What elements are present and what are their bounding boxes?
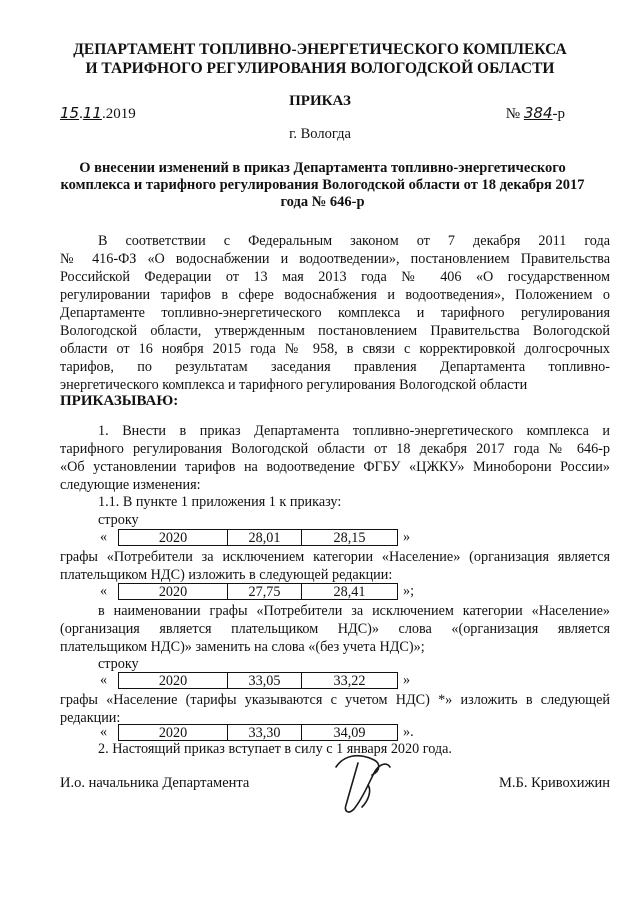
item-2: 2. Настоящий приказ вступает в силу с 1 января 2020 года.	[98, 741, 452, 757]
order-word: ПРИКАЗЫВАЮ:	[60, 393, 179, 409]
naimen-line: в наименовании графы «Потребители за исключением категории «Население»	[98, 603, 610, 619]
cell-value-2: 34,09	[301, 724, 398, 741]
subject-line: года № 646-р	[280, 194, 365, 210]
document-type: ПРИКАЗ	[289, 93, 351, 109]
preamble-line: № 416-ФЗ «О водоснабжении и водоотведении», постановлением Правительства	[60, 251, 610, 267]
subject-line: О внесении изменений в приказ Департамента топливно-энергетического	[79, 160, 566, 176]
cell-value-2: 28,41	[301, 583, 398, 600]
preamble-line: В соответствии с Федеральным законом от 7 декабря 2011 года	[98, 233, 610, 249]
cell-value-2: 28,15	[301, 529, 398, 546]
preamble-line: Департаменте топливно-энергетического комплекса и тарифного регулирования	[60, 305, 610, 321]
document-date: 15.11.2019	[60, 104, 136, 122]
item-1-1: 1.1. В пункте 1 приложения 1 к приказу:	[98, 494, 342, 510]
date-month: 11	[82, 104, 102, 122]
grafy-line: графы «Потребители за исключением категории «Население» (организация является	[60, 549, 610, 565]
org-name-line1: ДЕПАРТАМЕНТ ТОПЛИВНО-ЭНЕРГЕТИЧЕСКОГО КОМПЛЕКСА	[73, 41, 567, 58]
number-value: 384	[523, 104, 553, 122]
document-subject	[60, 160, 585, 211]
quote-close: »;	[403, 583, 415, 599]
quote-open: «	[100, 672, 108, 688]
item-1-line: следующие изменения:	[60, 477, 201, 493]
preamble-line: энергетического комплекса и тарифного регулирования Вологодской области	[60, 377, 528, 393]
org-name-line2: И ТАРИФНОГО РЕГУЛИРОВАНИЯ ВОЛОГОДСКОЙ ОБЛАСТИ	[85, 60, 555, 77]
preamble	[60, 232, 610, 394]
cell-year: 2020	[118, 583, 228, 600]
cell-year: 2020	[118, 672, 228, 689]
quote-open: «	[100, 724, 108, 740]
stroku-label: строку	[98, 656, 139, 672]
item-1-line: «Об установлении тарифов на водоотведение ФГБУ «ЦЖКУ» Миноборони России»	[60, 459, 610, 475]
quote-open: «	[100, 529, 108, 545]
grafy-text-2	[60, 691, 610, 727]
cell-year: 2020	[118, 724, 228, 741]
naimen-line: плательщиком НДС)» заменить на слова «(без учета НДС)»;	[60, 639, 425, 655]
grafy-line: графы «Население (тарифы указываются с учетом НДС) *» изложить в следующей	[60, 692, 610, 708]
grafy-line: плательщиком НДС) изложить в следующей редакции:	[60, 567, 393, 583]
handwritten-signature	[328, 745, 398, 820]
date-day: 15	[60, 104, 80, 122]
quote-close: ».	[403, 724, 414, 740]
item-1-line: тарифного регулирования Вологодской области от 18 декабря 2017 года № 646-р	[60, 441, 610, 457]
preamble-line: тарифов, по результатам заседания правления Департамента топливно-	[60, 359, 610, 375]
date-year: .2019	[101, 106, 136, 122]
preamble-line: Российской Федерации от 13 мая 2013 года № 406 «О государственном	[60, 269, 610, 285]
grafy-text-1	[60, 548, 610, 584]
naimen-text	[60, 602, 610, 656]
cell-year: 2020	[118, 529, 228, 546]
cell-value-1: 27,75	[227, 583, 302, 600]
cell-value-1: 28,01	[227, 529, 302, 546]
signatory-title: И.о. начальника Департамента	[60, 775, 250, 791]
document-number	[506, 104, 565, 123]
item-1-line: 1. Внести в приказ Департамента топливно-энергетического комплекса и	[98, 423, 610, 439]
preamble-line: Вологодской области, утвержденным постановлением Правительства Вологодской	[60, 323, 610, 339]
stroku-label: строку	[98, 512, 139, 528]
grafy-line: редакции:	[60, 710, 121, 726]
cell-value-1: 33,05	[227, 672, 302, 689]
item-1	[60, 422, 610, 494]
cell-value-2: 33,22	[301, 672, 398, 689]
number-prefix: №	[505, 106, 521, 122]
cell-value-1: 33,30	[227, 724, 302, 741]
number-suffix: -р	[552, 106, 565, 122]
signatory-name: М.Б. Кривохижин	[499, 775, 610, 791]
quote-open: «	[100, 583, 108, 599]
city: г. Вологда	[289, 126, 351, 142]
subject-line: комплекса и тарифного регулирования Вологодской области от 18 декабря 2017	[60, 177, 585, 193]
preamble-line: регулировании тарифов в сфере водоснабжения и водоотведения», Положением о	[60, 287, 610, 303]
naimen-line: (организация является плательщиком НДС)» слова «(организация является	[60, 621, 610, 637]
quote-close: »	[403, 672, 411, 688]
preamble-line: области от 16 ноября 2015 года № 958, в связи с корректировкой долгосрочных	[60, 341, 610, 357]
quote-close: »	[403, 529, 411, 545]
